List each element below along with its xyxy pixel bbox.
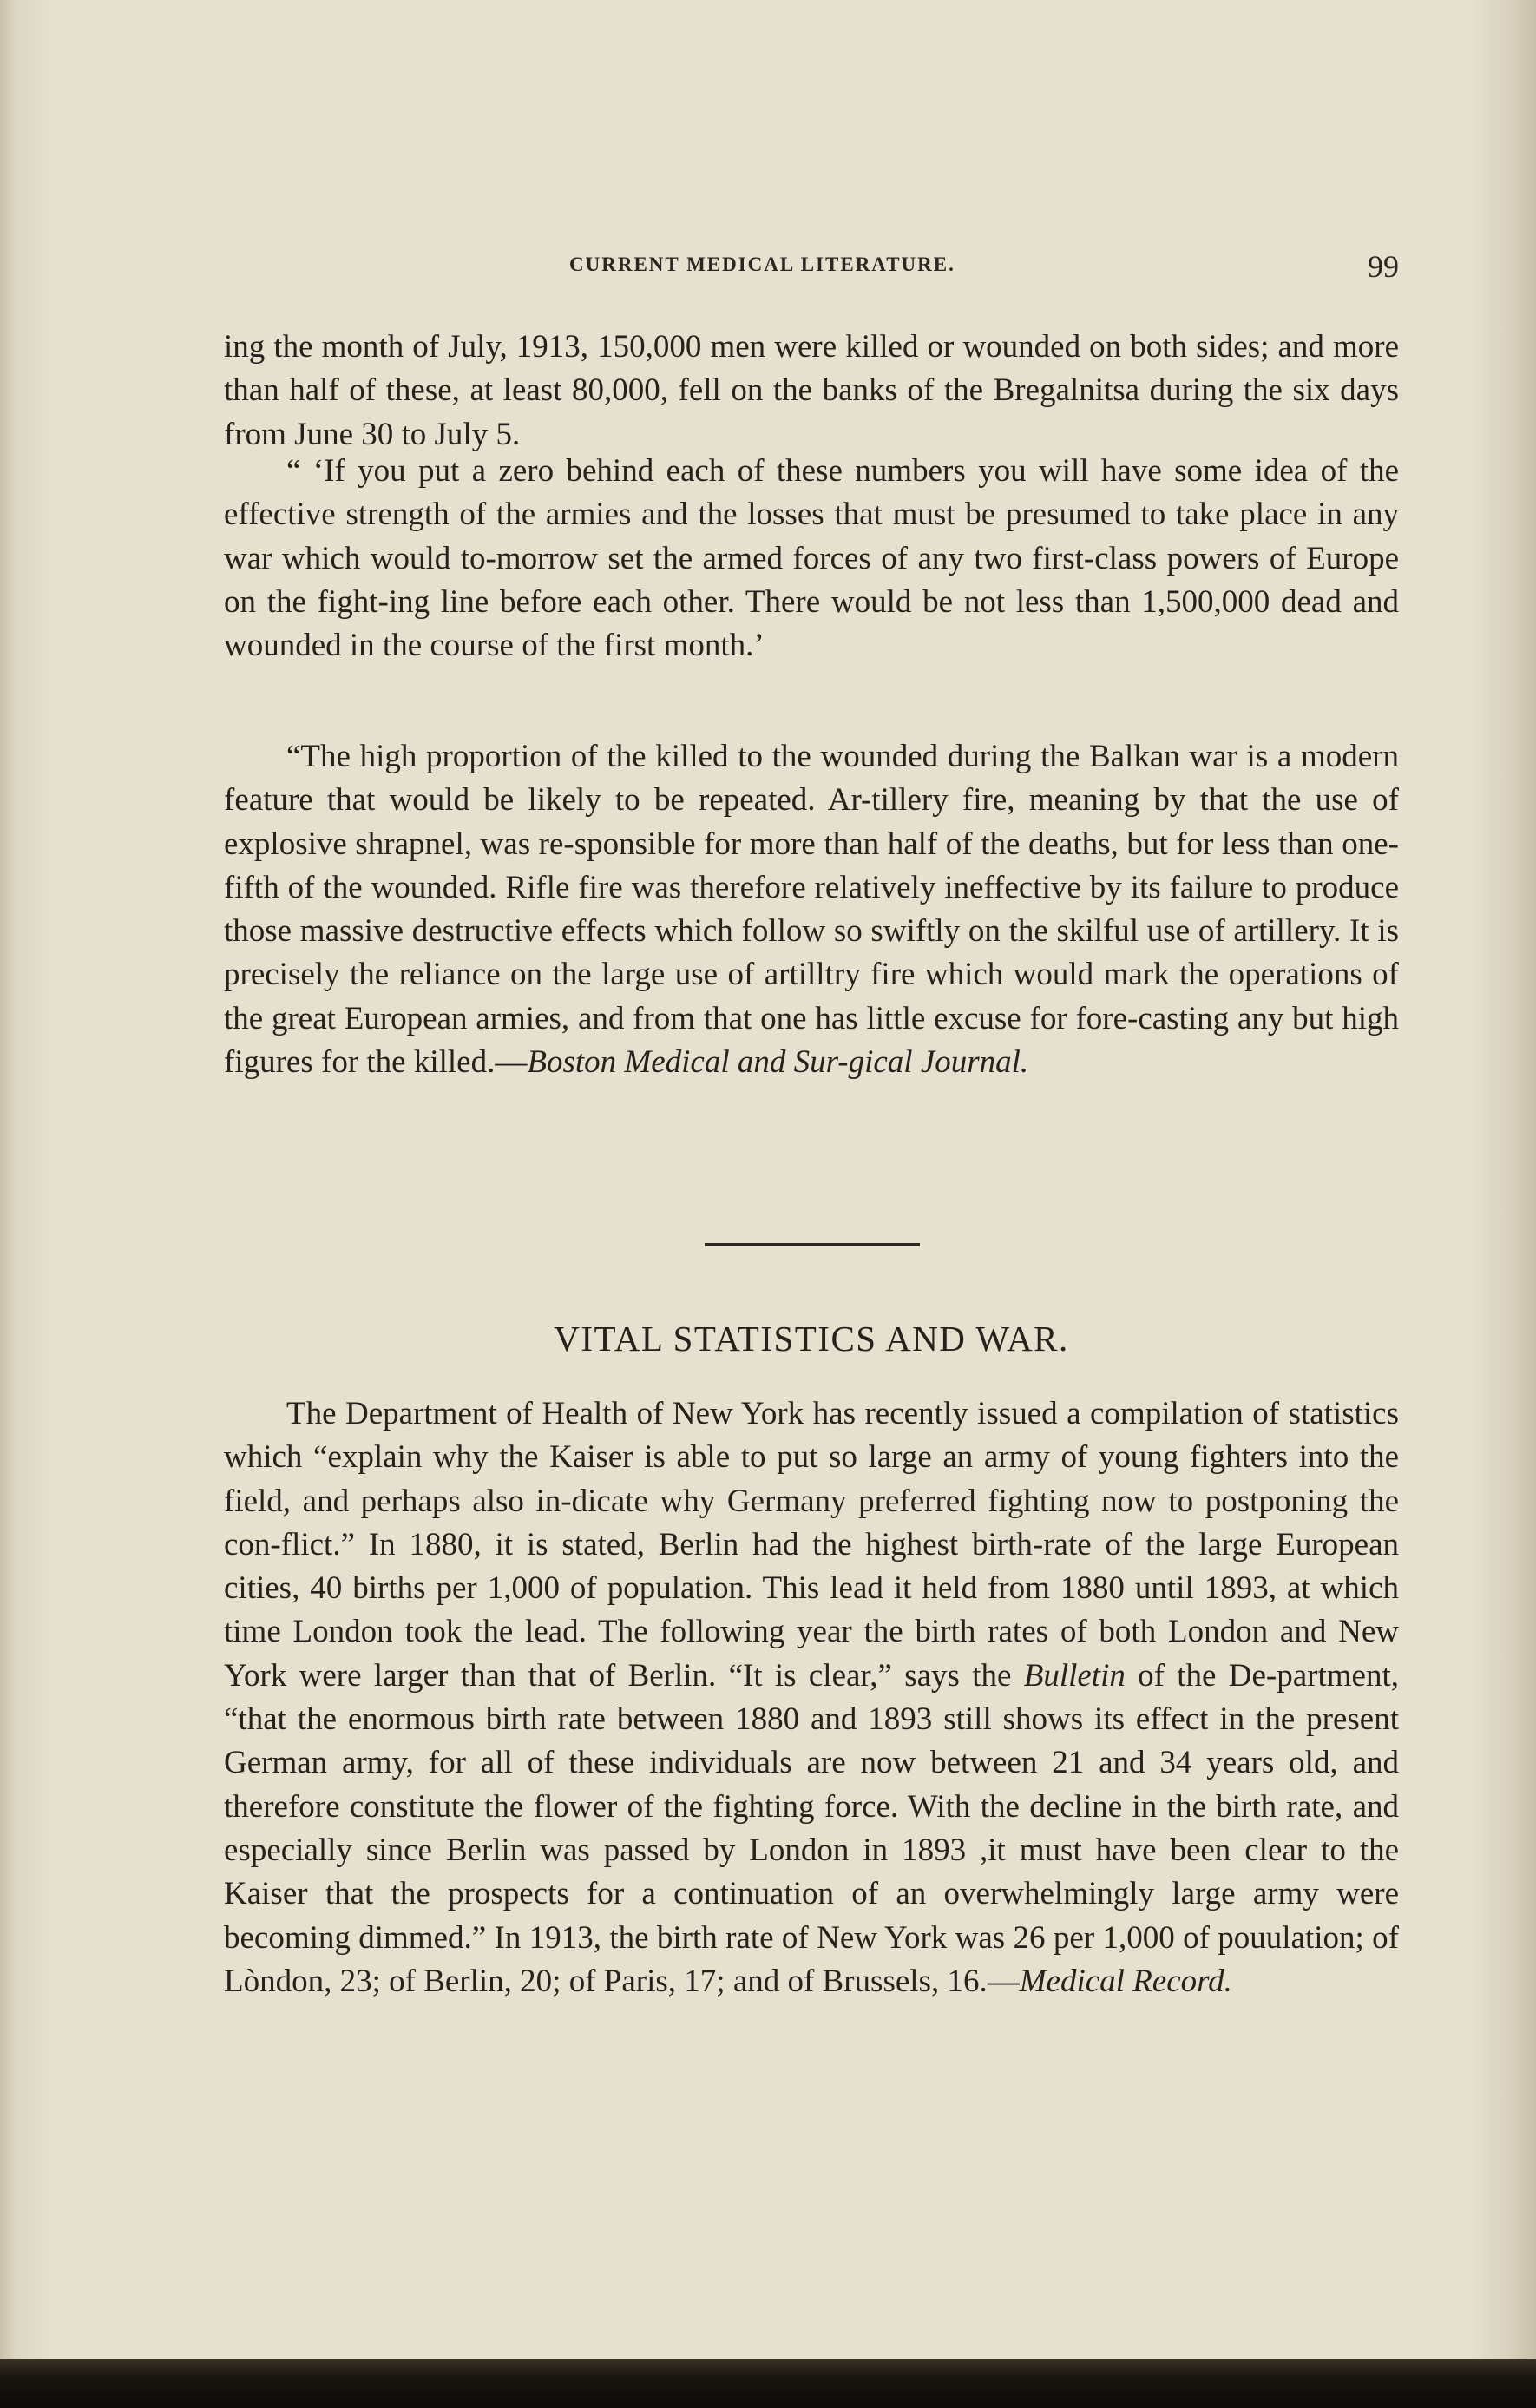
medical-record-citation: Medical Record. [1019, 1963, 1232, 1999]
paragraph-vital-statistics-text-2: of the De-partment, “that the enormous birth rate between 1880 and 1893 still shows its effect in the present German army, for all of these individuals are now between 21 and 34 years old, and therefore constitute the flower of the fighting force. With the decline in the birth rate, and especially since Berlin was passed by London in 1893 ,it must have been clear to the Kaiser that the prospects for a continuation of an overwhelmingly large army were becoming dimmed.” In 1913, the birth rate of New York was 26 per 1,000 of pouulation; of Lòndon, 23; of Berlin, 20; of Paris, 17; and of Brussels, 16.— [224, 1657, 1399, 1999]
running-head [224, 249, 1399, 288]
section-divider [705, 1243, 920, 1246]
section-title: VITAL STATISTICS AND WAR. [554, 1319, 1069, 1359]
paragraph-balkan-war-text: “The high proportion of the killed to the wounded during the Balkan war is a modern feature that would be likely to be repeated. Ar-tillery fire, meaning by that the use of explosive shrapnel, was re-sponsible for more than half of the deaths, but for less than one-fifth of the wounded. Rifle fire was therefore relatively ineffective by its failure to produce those massive destructive effects which follow so swiftly on the skilful use of artillery. It is precisely the reliance on the large use of artilltry fire which would mark the operations of the great European armies, and from that one has little excuse for fore-casting any but high figures for the killed.— [224, 739, 1399, 1081]
paragraph-continuation: ing the month of July, 1913, 150,000 men were killed or wounded on both sides; and more than half of these, at least 80,000, fell on the banks of the Bregalnitsa during the six days from June 30 to July 5. [224, 329, 1399, 452]
page-bottom-edge [0, 2359, 1536, 2408]
paragraph-vital-statistics-text-1: The Department of Health of New York has recently issued a compilation of statistics which “explain why the Kaiser is able to put so large an army of young fighters into the field, and perhaps also in-dicate why Germany preferred fighting now to postponing the con-flict.” In 1880, it is stated, Berlin had the highest birth-rate of the large European cities, 40 births per 1,000 of population. This lead it held from 1880 until 1893, at which time London took the lead. The following year the birth rates of both London and New York were larger than that of Berlin. “It is clear,” says the [224, 1396, 1399, 1694]
running-title: CURRENT MEDICAL LITERATURE. [569, 253, 955, 275]
journal-citation: Boston Medical and Sur-gical Journal. [527, 1044, 1029, 1081]
paragraph-quote-zero: “ ‘If you put a zero behind each of these numbers you will have some idea of the effective strength of the armies and the losses that must be presumed to take place in any war which would to-morrow set the armed forces of any two first-class powers of Europe on the fight-ing line before each other. There would be not less than 1,500,000 dead and wounded in the course of the first month.’ [224, 453, 1399, 664]
page-number: 99 [1368, 249, 1399, 284]
paragraph-vital-statistics [224, 1392, 1399, 2003]
bulletin-title: Bulletin [1023, 1657, 1126, 1694]
paragraph-balkan-war [224, 735, 1399, 1084]
